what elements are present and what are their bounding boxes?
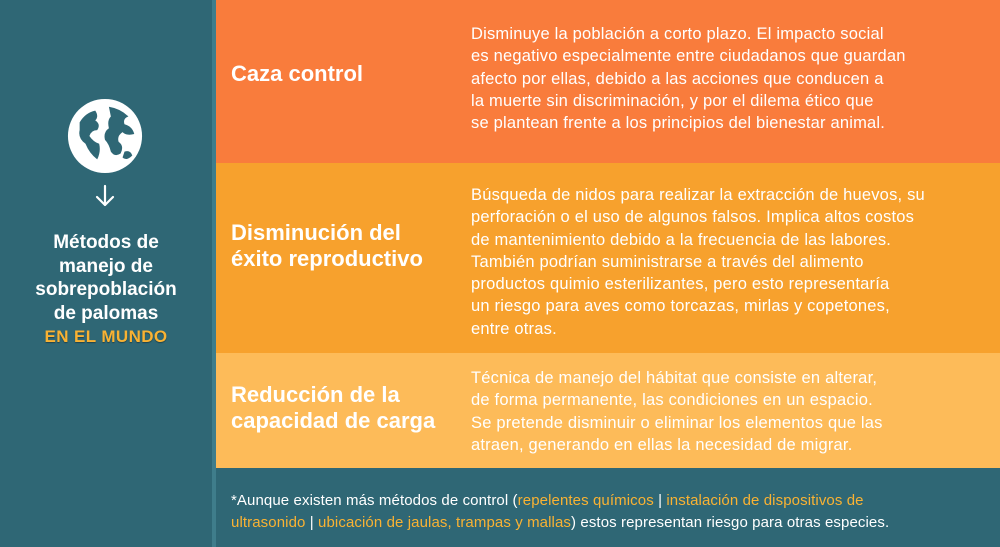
method-title-line: Caza control — [231, 61, 364, 86]
description-line: atraen, generando en ellas la necesidad de migrar. — [471, 435, 853, 454]
method-title-line: Reducción de la — [231, 382, 400, 407]
footnote-highlight: repelentes químicos — [517, 492, 654, 509]
description-line: afecto por ellas, debido a las acciones que conducen a — [471, 69, 884, 88]
footnote-text: *Aunque existen más métodos de control ( — [231, 492, 518, 509]
method-title-line: Disminución del — [231, 220, 401, 245]
method-row-caza-control — [216, 0, 1000, 163]
description-line: de mantenimiento debido a la frecuencia de las labores. — [471, 230, 892, 249]
method-row-reduccion-capacidad-carga — [216, 353, 1000, 468]
footnote-highlight: instalación de dispositivos de — [666, 492, 864, 509]
description-line: productos quimio esterilizantes, pero esto representaría — [471, 275, 890, 294]
description-line: Técnica de manejo del hábitat que consiste en alterar, — [471, 369, 878, 387]
footnote — [231, 490, 991, 534]
description-line: un riesgo para aves como torcazas, mirlas y copetones, — [471, 297, 890, 316]
description-line: También podrían suministrarse a través del alimento — [471, 252, 864, 271]
sidebar-title-line: de palomas — [53, 302, 159, 324]
description-line: es negativo especialmente entre ciudadanos que guardan — [471, 47, 906, 66]
description-line: perforación o el uso de algunos falsos. Implica altos costos — [471, 208, 915, 227]
sidebar-title-line: sobrepoblación — [35, 279, 177, 300]
method-title — [231, 382, 435, 434]
footnote-highlight: ultrasonido — [231, 514, 306, 531]
arrow-down-icon — [92, 183, 118, 209]
method-row-disminucion-exito-reproductivo — [216, 163, 1000, 353]
method-description — [471, 23, 991, 134]
sidebar-title — [0, 231, 212, 349]
footnote-text: ) estos representan riesgo para otras especies. — [571, 514, 890, 531]
method-description — [471, 184, 991, 340]
description-line: se plantean frente a los principios del bienestar animal. — [471, 114, 886, 133]
sidebar-title-line: Métodos de — [53, 232, 159, 253]
description-line: Búsqueda de nidos para realizar la extracción de huevos, su — [471, 186, 925, 204]
method-description — [471, 367, 991, 456]
description-line: de forma permanente, las condiciones en un espacio. — [471, 391, 873, 410]
method-title-line: capacidad de carga — [231, 408, 436, 433]
method-title — [231, 220, 423, 272]
method-title-line: éxito reproductivo — [231, 246, 423, 271]
method-title — [231, 61, 363, 87]
footnote-highlight: ubicación de jaulas, trampas y mallas — [318, 514, 572, 531]
description-line: la muerte sin discriminación, y por el dilema ético que — [471, 91, 874, 110]
description-line: Se pretende disminuir o eliminar los elementos que las — [471, 413, 883, 432]
globe-icon — [66, 97, 144, 175]
footnote-separator: | — [305, 514, 319, 531]
sidebar-accent-label: EN EL MUNDO — [44, 327, 168, 346]
sidebar — [0, 0, 212, 547]
sidebar-title-line: manejo de — [59, 255, 153, 277]
description-line: entre otras. — [471, 319, 557, 338]
description-line: Disminuye la población a corto plazo. El impacto social — [471, 25, 884, 43]
footnote-separator: | — [653, 492, 667, 509]
